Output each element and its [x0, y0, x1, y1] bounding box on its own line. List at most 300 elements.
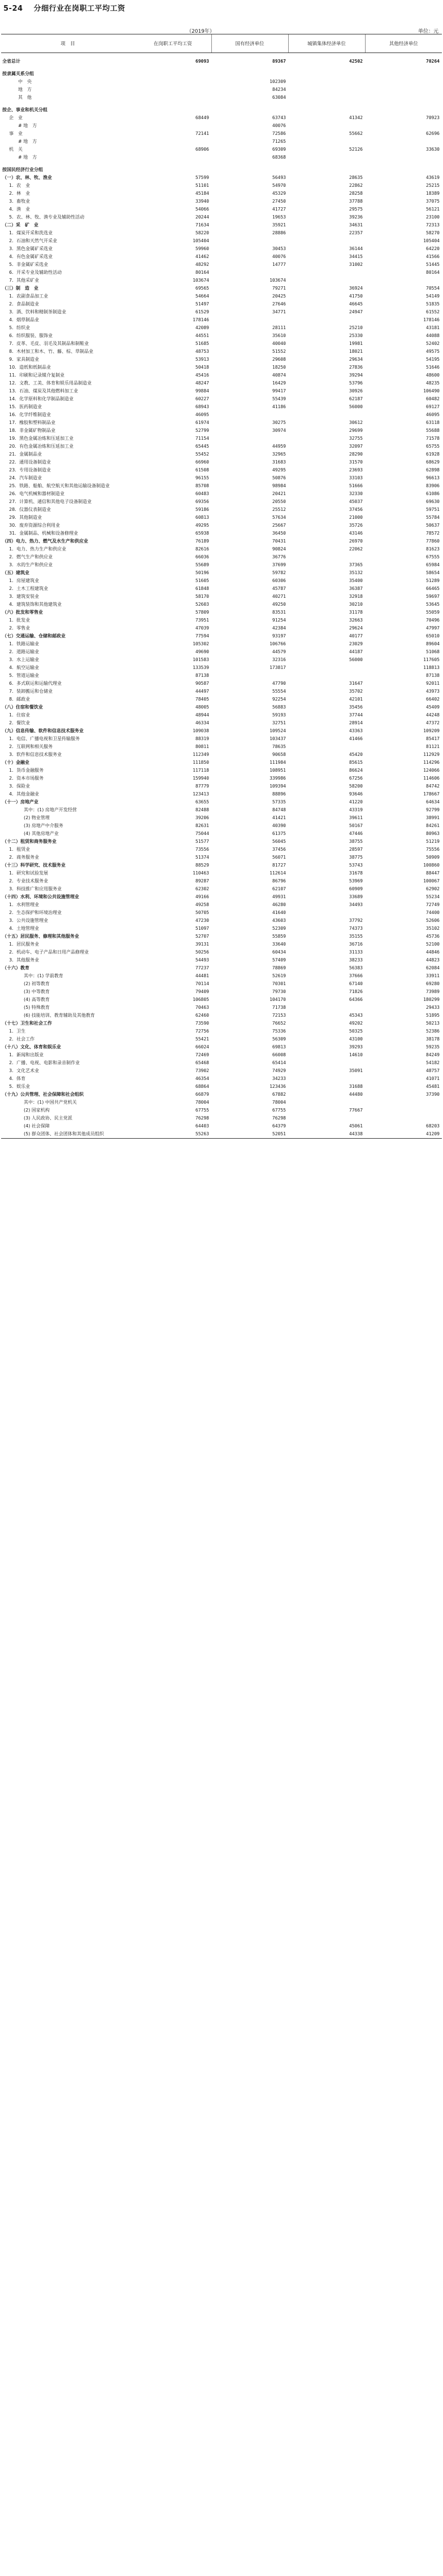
table-row: [1, 530, 442, 537]
row-label: 按企、事业和机关分组: [2, 107, 47, 112]
table-row: [1, 830, 442, 838]
value-cell: 68368: [272, 155, 286, 160]
value-cell: 35726: [349, 523, 363, 528]
value-cell: 47039: [195, 626, 209, 631]
value-cell: 29575: [349, 207, 363, 212]
value-cell: 41640: [272, 910, 286, 915]
row-label: 2．石油和天然气开采业: [9, 238, 58, 243]
value-cell: 79409: [195, 989, 209, 994]
value-cell: 45481: [425, 1084, 440, 1089]
value-cell: 61508: [195, 467, 209, 473]
table-row: [1, 877, 442, 885]
row-label: 6．开采专业及辅助性活动: [9, 270, 62, 275]
table-row: [1, 292, 442, 300]
row-label: 3．畜牧业: [9, 199, 31, 204]
value-cell: 50705: [195, 910, 209, 915]
row-label: 3．建筑安装业: [9, 594, 40, 599]
value-cell: 37666: [349, 973, 363, 978]
table-row: [1, 1099, 442, 1107]
table-row: [1, 703, 442, 711]
row-label: 2．林 业: [9, 191, 31, 196]
value-cell: 72141: [195, 131, 209, 136]
value-cell: 66024: [195, 1044, 209, 1049]
value-cell: 37456: [349, 507, 363, 512]
table-row: [1, 901, 442, 909]
value-cell: [365, 166, 442, 174]
value-cell: 96613: [425, 475, 440, 480]
row-label: 3．公共设施管理业: [9, 918, 49, 923]
value-cell: 45343: [349, 1013, 363, 1018]
row-label: 1．居民服务业: [9, 942, 40, 947]
value-cell: 53969: [349, 878, 363, 884]
row-label: 1．农副食品加工业: [9, 294, 49, 299]
row-label: 14．化学原料和化学制品制造业: [9, 396, 74, 401]
value-cell: 102309: [270, 79, 286, 84]
value-cell: 90824: [272, 546, 286, 552]
value-cell: 33689: [349, 894, 363, 899]
table-row: [1, 1059, 442, 1067]
value-cell: [365, 277, 442, 285]
value-cell: 50167: [349, 823, 363, 828]
value-cell: 46095: [425, 412, 440, 417]
table-row: [1, 221, 442, 229]
value-cell: 59193: [272, 712, 286, 718]
row-label: 6．纺织服装、服饰业: [9, 333, 53, 338]
value-cell: 28111: [272, 325, 286, 330]
value-cell: 52100: [425, 942, 440, 947]
value-cell: 339986: [270, 776, 286, 781]
table-row: [1, 58, 442, 65]
value-cell: 60483: [195, 491, 209, 496]
value-cell: 73902: [195, 1068, 209, 1073]
value-cell: 50213: [425, 1021, 440, 1026]
value-cell: 51895: [425, 1013, 440, 1018]
table-row: [1, 1122, 442, 1130]
row-label: 其中：(1) 中国共产党机关: [24, 1100, 77, 1105]
value-cell: 25667: [272, 523, 286, 528]
value-cell: 34233: [272, 1076, 286, 1081]
table-row: [1, 182, 442, 190]
row-label: 8．邮政业: [9, 697, 31, 702]
value-cell: 20244: [195, 215, 209, 220]
row-label: 9．家具制造业: [9, 357, 40, 362]
value-cell: 112614: [270, 871, 286, 876]
value-cell: 51552: [272, 349, 286, 354]
value-cell: 55662: [349, 131, 363, 136]
value-cell: 44497: [195, 689, 209, 694]
table-row: [1, 648, 442, 656]
value-cell: 30453: [272, 246, 286, 251]
value-cell: 39293: [349, 1044, 363, 1049]
value-cell: 44480: [349, 1092, 363, 1097]
value-cell: 62696: [425, 131, 440, 136]
table-row: [1, 577, 442, 585]
row-label: 4．土地管理业: [9, 926, 40, 931]
row-label: 1．货币金融服务: [9, 768, 44, 773]
value-cell: 37075: [425, 199, 440, 204]
table-row: [1, 340, 442, 348]
value-cell: 31688: [349, 1084, 363, 1089]
table-row: [1, 688, 442, 696]
row-label: 1．铁路运输业: [9, 641, 40, 646]
value-cell: 93197: [272, 633, 286, 638]
row-label: （十一）房地产业: [2, 799, 38, 804]
value-cell: 58270: [425, 230, 440, 235]
value-cell: 78635: [272, 744, 286, 749]
value-cell: 34771: [272, 309, 286, 314]
value-cell: 29699: [349, 428, 363, 433]
value-cell: 33103: [349, 475, 363, 480]
value-cell: 59697: [425, 594, 440, 599]
value-cell: 55263: [134, 1130, 211, 1139]
value-cell: 76652: [272, 1021, 286, 1026]
row-label: # 地 方: [18, 155, 37, 160]
value-cell: 60434: [272, 950, 286, 955]
value-cell: 41209: [365, 1130, 442, 1139]
table-row: [1, 482, 442, 490]
row-label: 3．软件和信息技术服务业: [9, 752, 62, 757]
value-cell: 53743: [349, 863, 363, 868]
row-label: （三）制 造 业: [2, 286, 38, 291]
value-cell: 61974: [195, 420, 209, 425]
value-cell: 51605: [195, 578, 209, 583]
value-cell: 51101: [195, 183, 209, 188]
value-cell: 27836: [349, 365, 363, 370]
value-cell: 57599: [195, 175, 209, 180]
column-header-avg-wage: 在岗职工平均工资: [134, 34, 211, 53]
value-cell: 51374: [195, 855, 209, 860]
value-cell: [288, 553, 365, 561]
row-label: (5) 群众团体、社会团体和其他成员组织: [1, 1130, 134, 1139]
value-cell: [134, 78, 211, 86]
value-cell: 32316: [272, 657, 286, 662]
table-row: [1, 94, 442, 102]
value-cell: 35091: [349, 1068, 363, 1073]
value-cell: 105404: [423, 238, 440, 243]
row-label: 15．医药制造业: [9, 404, 42, 409]
value-cell: 39611: [349, 815, 363, 820]
value-cell: 82616: [195, 546, 209, 552]
value-cell: 66879: [195, 1092, 209, 1097]
value-cell: 84249: [425, 1052, 440, 1057]
table-row: [1, 419, 442, 427]
row-label: 8．木材加工和木、竹、藤、棕、草制品业: [9, 349, 94, 354]
value-cell: 84742: [425, 784, 440, 789]
value-cell: 40390: [272, 823, 286, 828]
value-cell: 36776: [272, 554, 286, 559]
value-cell: 178146: [423, 317, 440, 322]
value-cell: 55234: [425, 894, 440, 899]
table-row: [1, 822, 442, 830]
column-header-state-owned: 国有经济单位: [211, 34, 288, 53]
value-cell: 62302: [195, 886, 209, 891]
value-cell: 43146: [349, 531, 363, 536]
value-cell: 159940: [193, 776, 209, 781]
table-row: [1, 798, 442, 806]
value-cell: 53913: [195, 357, 209, 362]
row-label: （九）信息传输、软件和信息技术服务业: [2, 728, 84, 733]
value-cell: 48235: [425, 381, 440, 386]
value-cell: [134, 122, 211, 130]
value-cell: 43363: [349, 728, 363, 733]
row-label: 17．橡胶和塑料制品业: [9, 420, 56, 425]
table-row: [1, 308, 442, 316]
value-cell: [134, 106, 211, 114]
value-cell: 20550: [272, 499, 286, 504]
value-cell: [365, 154, 442, 161]
value-cell: 105404: [193, 238, 209, 243]
row-label: （四）电力、热力、燃气及水生产和供应业: [2, 539, 88, 544]
value-cell: 52619: [272, 973, 286, 978]
value-cell: 99417: [272, 388, 286, 393]
value-cell: [134, 86, 211, 94]
value-cell: 58220: [195, 230, 209, 235]
value-cell: 44959: [272, 444, 286, 449]
table-body: [1, 53, 442, 1139]
value-cell: 44846: [425, 950, 440, 955]
value-cell: 21000: [349, 515, 363, 520]
row-label: 企 业: [9, 115, 23, 120]
value-cell: 79730: [272, 989, 286, 994]
value-cell: [288, 1004, 365, 1012]
value-cell: 35400: [349, 578, 363, 583]
value-cell: 85615: [349, 760, 363, 765]
value-cell: 33640: [272, 942, 286, 947]
value-cell: 64379: [272, 1123, 286, 1129]
value-cell: 52126: [349, 147, 363, 152]
table-row: [1, 656, 442, 664]
value-cell: 77667: [349, 1108, 363, 1113]
value-cell: 50909: [425, 855, 440, 860]
value-cell: 40076: [272, 123, 286, 128]
table-row: [1, 324, 442, 332]
value-cell: 37365: [349, 562, 363, 567]
value-cell: 100067: [423, 878, 440, 884]
value-cell: 23100: [425, 215, 440, 220]
value-cell: 72749: [425, 902, 440, 907]
value-cell: 92799: [425, 807, 440, 812]
value-cell: 49295: [272, 467, 286, 473]
row-label: （十五）居民服务、修理和其他服务业: [2, 934, 79, 939]
table-row: [1, 498, 442, 506]
value-cell: [365, 1114, 442, 1122]
table-row: [1, 727, 442, 735]
value-cell: [365, 122, 442, 130]
value-cell: 68449: [195, 115, 209, 120]
value-cell: [288, 743, 365, 751]
value-cell: 31647: [349, 681, 363, 686]
value-cell: 52309: [272, 926, 286, 931]
value-cell: 50256: [195, 950, 209, 955]
row-label: 机 关: [9, 147, 23, 152]
row-label: 19．黑色金属冶炼和压延加工业: [9, 436, 74, 441]
table-row: [1, 711, 442, 719]
value-cell: 38755: [349, 839, 363, 844]
value-cell: 51219: [425, 839, 440, 844]
value-cell: 66960: [195, 460, 209, 465]
table-row: [1, 632, 442, 640]
value-cell: 22357: [349, 230, 363, 235]
value-cell: 59960: [195, 246, 209, 251]
row-label: 1．住宿业: [9, 712, 31, 718]
table-row: [1, 972, 442, 980]
value-cell: 103437: [270, 736, 286, 741]
value-cell: 43973: [425, 689, 440, 694]
value-cell: 89604: [425, 641, 440, 646]
value-cell: 61848: [195, 586, 209, 591]
row-label: 2．道路运输业: [9, 649, 40, 654]
value-cell: 45736: [425, 934, 440, 939]
value-cell: 78572: [425, 531, 440, 536]
value-cell: 70114: [195, 981, 209, 986]
value-cell: 45061: [349, 1123, 363, 1129]
value-cell: 56309: [272, 1036, 286, 1042]
row-label: (2) 初等教育: [24, 981, 50, 986]
value-cell: 62898: [425, 467, 440, 473]
unit-label: 单位：元: [418, 29, 438, 34]
row-label: 21．金属制品业: [9, 452, 42, 457]
row-label: 4．其他金融业: [9, 791, 40, 797]
row-label: (4) 高等教育: [24, 997, 50, 1002]
row-label: # 地 方: [18, 123, 37, 128]
value-cell: 22862: [349, 183, 363, 188]
value-cell: 63118: [425, 420, 440, 425]
table-row: [1, 277, 442, 285]
value-cell: [288, 237, 365, 245]
value-cell: 93646: [349, 791, 363, 797]
value-cell: 49250: [272, 602, 286, 607]
value-cell: 58654: [425, 570, 440, 575]
value-cell: 36144: [349, 246, 363, 251]
value-cell: 57809: [195, 610, 209, 615]
table-row: [1, 269, 442, 277]
value-cell: 74400: [425, 910, 440, 915]
value-cell: 35456: [349, 705, 363, 710]
row-label: 5．纺织业: [9, 325, 31, 330]
value-cell: 50325: [349, 1029, 363, 1034]
value-cell: 43100: [349, 1036, 363, 1042]
value-cell: 92254: [272, 697, 286, 702]
table-row: [1, 988, 442, 996]
value-cell: [288, 411, 365, 419]
table-row: [1, 78, 442, 86]
value-cell: 60306: [272, 578, 286, 583]
value-cell: 52386: [425, 1029, 440, 1034]
value-cell: 24947: [349, 309, 363, 314]
value-cell: 29433: [425, 1005, 440, 1010]
table-row: [1, 806, 442, 814]
table-row: [1, 1107, 442, 1114]
value-cell: 55689: [195, 562, 209, 567]
value-cell: 85708: [195, 483, 209, 488]
value-cell: 36387: [349, 586, 363, 591]
row-label: (4) 其他房地产业: [24, 831, 59, 836]
row-label: 2．餐饮业: [9, 720, 31, 725]
value-cell: 117118: [193, 768, 209, 773]
value-cell: 49295: [195, 523, 209, 528]
table-row: [1, 1130, 442, 1139]
value-cell: 69565: [195, 286, 209, 291]
value-cell: 70463: [195, 1005, 209, 1010]
table-row: [1, 601, 442, 609]
table-row: [1, 553, 442, 561]
table-row: [1, 190, 442, 198]
value-cell: [211, 411, 288, 419]
row-label: （十二）租赁和商务服务业: [2, 839, 57, 844]
table-row: [1, 371, 442, 379]
table-row: [1, 379, 442, 387]
value-cell: 65984: [425, 562, 440, 567]
value-cell: 88319: [195, 736, 209, 741]
value-cell: 23693: [349, 467, 363, 473]
row-label: 事 业: [9, 131, 23, 136]
value-cell: [288, 122, 365, 130]
value-cell: [134, 70, 211, 78]
value-cell: 48757: [425, 1068, 440, 1073]
value-cell: [288, 672, 365, 680]
table-row: [1, 893, 442, 901]
table-row: [1, 743, 442, 751]
value-cell: 76298: [272, 1116, 286, 1121]
value-cell: 68943: [195, 404, 209, 409]
value-cell: 69356: [195, 499, 209, 504]
value-cell: 70496: [425, 618, 440, 623]
value-cell: 44338: [288, 1130, 365, 1139]
value-cell: 44088: [425, 333, 440, 338]
table-row: [1, 403, 442, 411]
table-row: [1, 205, 442, 213]
value-cell: 68864: [195, 1084, 209, 1089]
row-label: 23．专用设备制造业: [9, 467, 51, 473]
value-cell: 59782: [272, 570, 286, 575]
value-cell: 35155: [349, 934, 363, 939]
value-cell: 48600: [425, 373, 440, 378]
table-row: [1, 138, 442, 146]
table-row: [1, 909, 442, 917]
value-cell: [134, 154, 211, 161]
value-cell: 70554: [425, 286, 440, 291]
value-cell: 109394: [270, 784, 286, 789]
value-cell: 44551: [195, 333, 209, 338]
value-cell: 56121: [425, 207, 440, 212]
value-cell: [288, 166, 365, 174]
row-label: 28．仪器仪表制造业: [9, 507, 51, 512]
value-cell: 90587: [195, 681, 209, 686]
table-row: [1, 316, 442, 324]
value-cell: 37390: [425, 1092, 440, 1097]
row-label: 2．土木工程建筑业: [9, 586, 49, 591]
table-row: [1, 106, 442, 114]
value-cell: 74929: [272, 1068, 286, 1073]
table-row: [1, 846, 442, 854]
value-cell: 41466: [349, 736, 363, 741]
value-cell: 49258: [195, 902, 209, 907]
table-row: [1, 86, 442, 94]
value-cell: 41566: [425, 254, 440, 259]
value-cell: 67755: [195, 1108, 209, 1113]
row-label: (6) 技能培训、教育辅助及其他教育: [24, 1013, 95, 1018]
value-cell: 73590: [195, 1021, 209, 1026]
value-cell: 73556: [195, 847, 209, 852]
value-cell: 33630: [425, 147, 440, 152]
value-cell: 87138: [195, 673, 209, 678]
table-row: [1, 1083, 442, 1091]
value-cell: 99884: [195, 388, 209, 393]
value-cell: [288, 1059, 365, 1067]
value-cell: 124066: [423, 768, 440, 773]
value-cell: 81623: [425, 546, 440, 552]
value-cell: [211, 237, 288, 245]
